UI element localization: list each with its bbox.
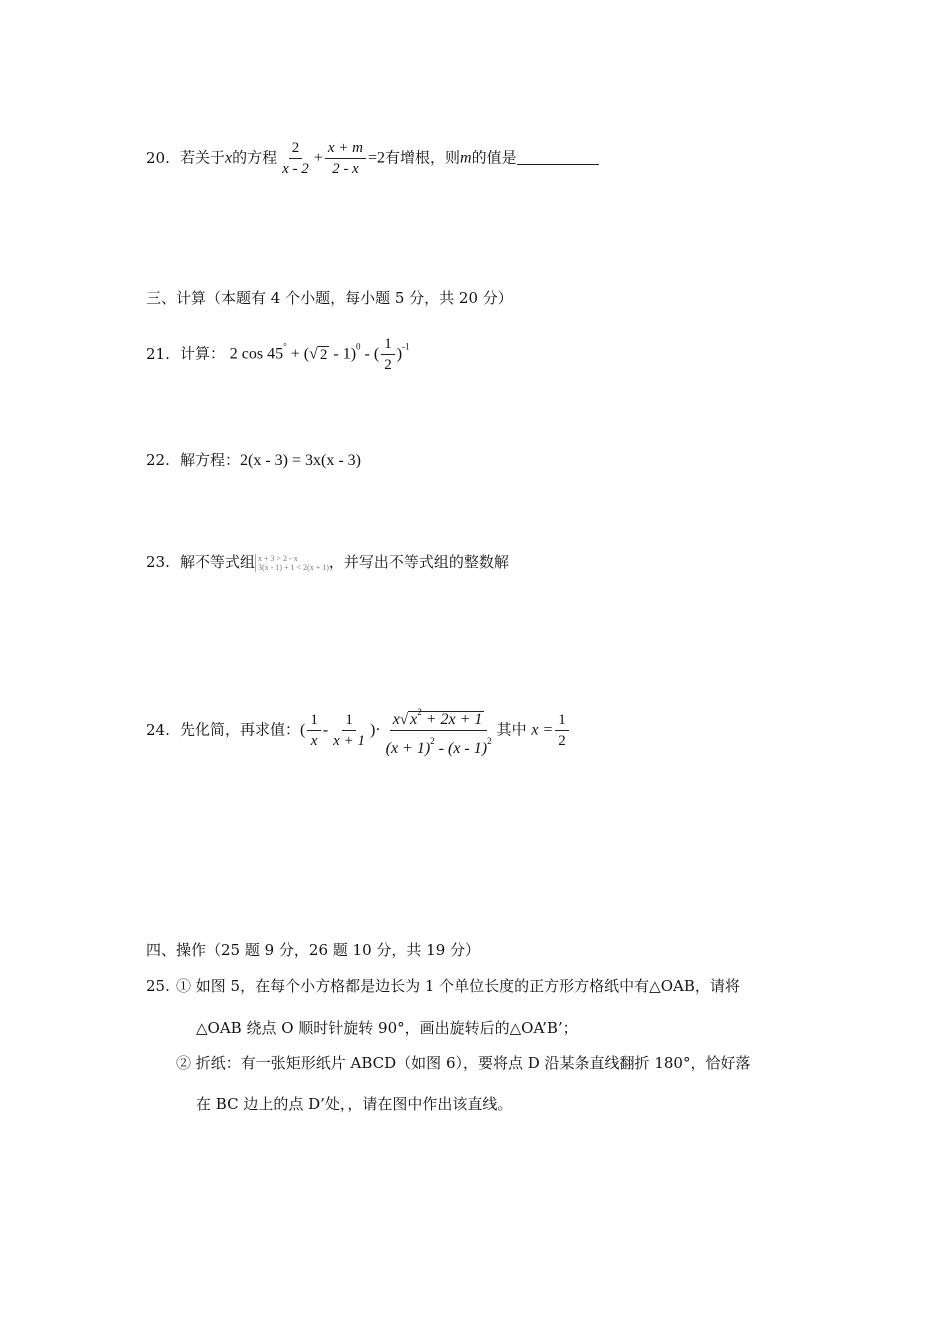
question-25-line-2: △OAB 绕点 O 顺时针旋转 90°，画出旋转后的△OA’B’； [196,1019,578,1037]
question-20: 20. 若关于x的方程 $\frac{2}{x - 2}$ + $\frac{x + m}{2 - x}$ =2有增根，则m的值是 [146,138,599,179]
question-number: 22. [146,451,170,469]
question-number: 24. [146,720,170,739]
fraction: $\frac{1}{2}$ [381,334,395,375]
question-21: 21. 计算： 2 cos 45° + (√ 2 - 1)$^0$ - ( $\frac{1}{2}$ )$^{-1}$ [146,336,410,373]
inequality-system: x + 3 > 2 - x 3(x - 1) + 1 < 2(x + 1) [255,554,329,572]
fraction: $\frac{2}{x - 2}$ [282,140,309,177]
fraction: $\frac{x√ x^2 + 2x + 1}{(x + 1)^2 - (x - 1)^2}$ [383,702,495,759]
question-number: 21. [146,344,170,363]
question-25-line-4: 在 BC 边上的点 D’处，，请在图中作出该直线。 [196,1095,513,1113]
question-number: 25. [146,977,170,995]
question-25-line-3: ② 折纸：有一张矩形纸片 ABCD（如图 6），要将点 D 沿某条直线翻折 180°，恰好落 [176,1054,751,1072]
fraction: $\frac{1}{2}$ [555,710,569,751]
fraction: $\frac{1}{x + 1}$ [333,712,365,749]
question-23: 23. 解不等式组 x + 3 > 2 - x 3(x - 1) + 1 < 2(x + 1) ，并写出不等式组的整数解 [146,553,509,572]
question-22: 22. 解方程：2(x - 3) = 3x(x - 3) [146,451,362,469]
question-number: 20. [146,148,170,167]
fraction: $\frac{x + m}{2 - x}$ [325,138,366,179]
section-4-heading: 四、操作（25 题 9 分，26 题 10 分，共 19 分） [146,941,481,959]
question-24: 24. 先化简，再求值：( $\frac{1}{x}$ - $\frac{1}{x + 1}$ )· $\frac{x√ x^2 + 2x + 1}{(x + 1)^2 - (x - 1)^2}$ 其中 x = $\frac{1}{2}$ [146,702,571,759]
answer-blank [517,150,599,165]
fraction: $\frac{1}{x}$ [307,710,321,751]
section-3-heading: 三、计算（本题有 4 个小题，每小题 5 分，共 20 分） [146,289,513,307]
question-number: 23. [146,553,170,571]
question-25-line-1: 25. ① 如图 5，在每个小方格都是边长为 1 个单位长度的正方形方格纸中有△OAB，请将 [146,977,740,995]
